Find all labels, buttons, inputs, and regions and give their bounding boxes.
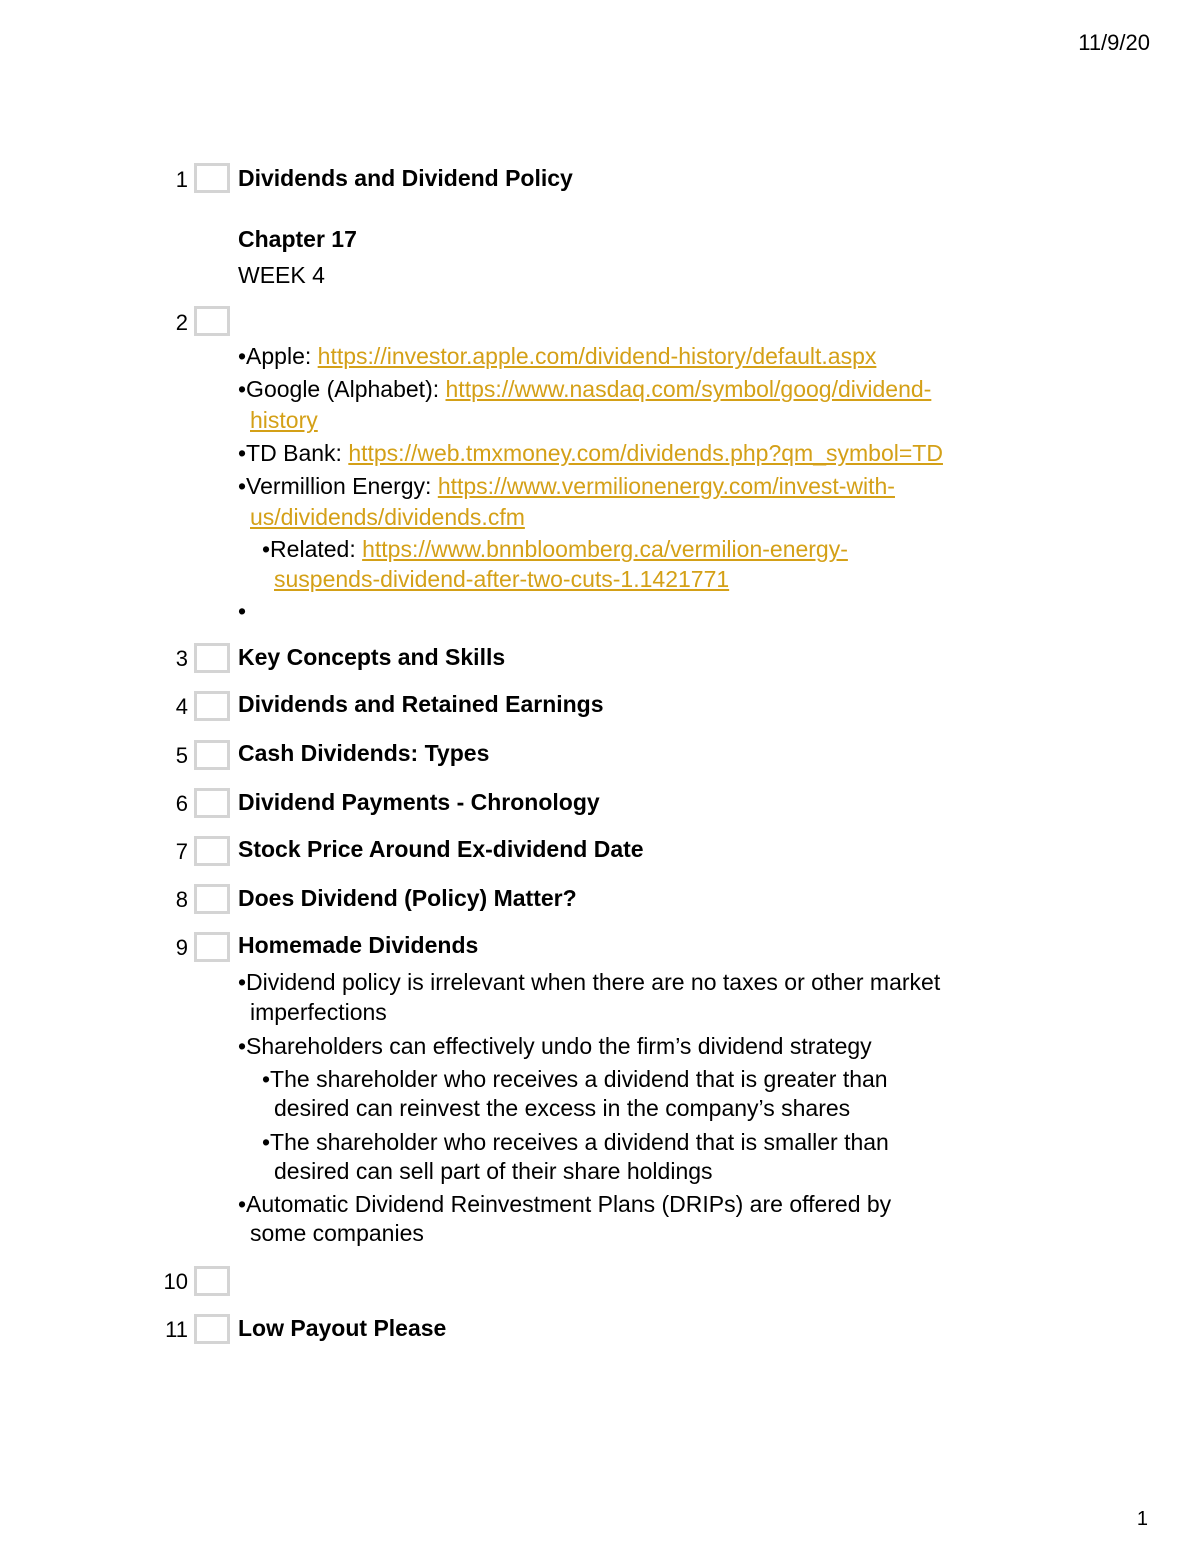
vermilion-dividend-link-continued[interactable]: us/dividends/dividends.cfm <box>250 504 525 530</box>
slide-title: Key Concepts and Skills <box>238 644 506 670</box>
td-dividend-link[interactable]: https://web.tmxmoney.com/dividends.php?qm_symbol=TD <box>348 440 943 466</box>
bullet-line: desired can sell part of their share holdings <box>274 1158 713 1184</box>
slide-checkbox[interactable] <box>194 306 230 336</box>
list-item-label: •Google (Alphabet): <box>238 376 446 402</box>
slide-title: Does Dividend (Policy) Matter? <box>238 885 577 911</box>
bullet-line: •The shareholder who receives a dividend that is greater than <box>262 1066 888 1092</box>
page-number: 1 <box>1136 1508 1148 1530</box>
apple-dividend-link[interactable]: https://investor.apple.com/dividend-history/default.aspx <box>317 343 877 369</box>
slide-number: 4 <box>175 694 188 719</box>
slide-checkbox[interactable] <box>194 1266 230 1296</box>
bullet-line: •Automatic Dividend Reinvestment Plans (DRIPs) are offered by <box>238 1191 892 1217</box>
list-item <box>238 343 876 370</box>
slide-title: Stock Price Around Ex-dividend Date <box>238 836 644 862</box>
google-dividend-link[interactable]: https://www.nasdaq.com/symbol/goog/dividend- <box>445 376 932 402</box>
slide-checkbox[interactable] <box>194 643 230 673</box>
slide-title: Low Payout Please <box>238 1315 447 1341</box>
bullet-line: •The shareholder who receives a dividend that is smaller than <box>262 1129 889 1155</box>
slide-number: 3 <box>175 646 188 671</box>
slide-subtitle: Chapter 17 <box>238 226 357 252</box>
slide-checkbox[interactable] <box>194 740 230 770</box>
slide-number: 1 <box>175 167 188 192</box>
slide-title: Homemade Dividends <box>238 932 479 958</box>
bullet-line: •Shareholders can effectively undo the firm’s dividend strategy <box>238 1033 872 1059</box>
list-item <box>238 440 943 467</box>
slide-number: 7 <box>175 839 188 864</box>
list-item-label: •TD Bank: <box>238 440 349 466</box>
bnn-article-link[interactable]: https://www.bnnbloomberg.ca/vermilion-energy- <box>362 536 848 562</box>
bullet-line: some companies <box>250 1220 424 1246</box>
slide-number: 6 <box>175 791 188 816</box>
slide-checkbox[interactable] <box>194 163 230 193</box>
slide-title: Dividend Payments - Chronology <box>238 789 600 815</box>
bullet-line: •Dividend policy is irrelevant when there are no taxes or other market <box>238 969 941 995</box>
list-item <box>238 473 895 500</box>
list-item-label: •Apple: <box>238 343 318 369</box>
slide-title: Dividends and Dividend Policy <box>238 165 573 191</box>
list-item-label: •Vermillion Energy: <box>238 473 438 499</box>
slide-number: 5 <box>175 743 188 768</box>
google-dividend-link-continued[interactable]: history <box>250 407 318 433</box>
slide-title: Cash Dividends: Types <box>238 740 490 766</box>
slide-checkbox[interactable] <box>194 932 230 962</box>
slide-number: 11 <box>165 1317 188 1342</box>
slide-number: 2 <box>175 310 188 335</box>
slide-checkbox[interactable] <box>194 691 230 721</box>
slide-checkbox[interactable] <box>194 836 230 866</box>
slide-number: 10 <box>163 1269 188 1294</box>
list-item-label: •Related: <box>262 536 363 562</box>
list-item <box>238 376 931 403</box>
slide-number: 8 <box>175 887 188 912</box>
empty-bullet: • <box>238 598 247 624</box>
slide-subtitle-2: WEEK 4 <box>238 262 325 288</box>
bnn-article-link-continued[interactable]: suspends-dividend-after-two-cuts-1.1421771 <box>274 566 730 592</box>
list-item <box>262 536 848 563</box>
slide-title: Dividends and Retained Earnings <box>238 691 604 717</box>
slide-checkbox[interactable] <box>194 884 230 914</box>
bullet-line: imperfections <box>250 999 387 1025</box>
slide-checkbox[interactable] <box>194 1314 230 1344</box>
vermilion-dividend-link[interactable]: https://www.vermilionenergy.com/invest-with- <box>437 473 895 499</box>
slide-checkbox[interactable] <box>194 788 230 818</box>
slide-number: 9 <box>175 935 188 960</box>
bullet-line: desired can reinvest the excess in the company’s shares <box>274 1095 851 1121</box>
date-header: 11/9/20 <box>1078 30 1150 55</box>
